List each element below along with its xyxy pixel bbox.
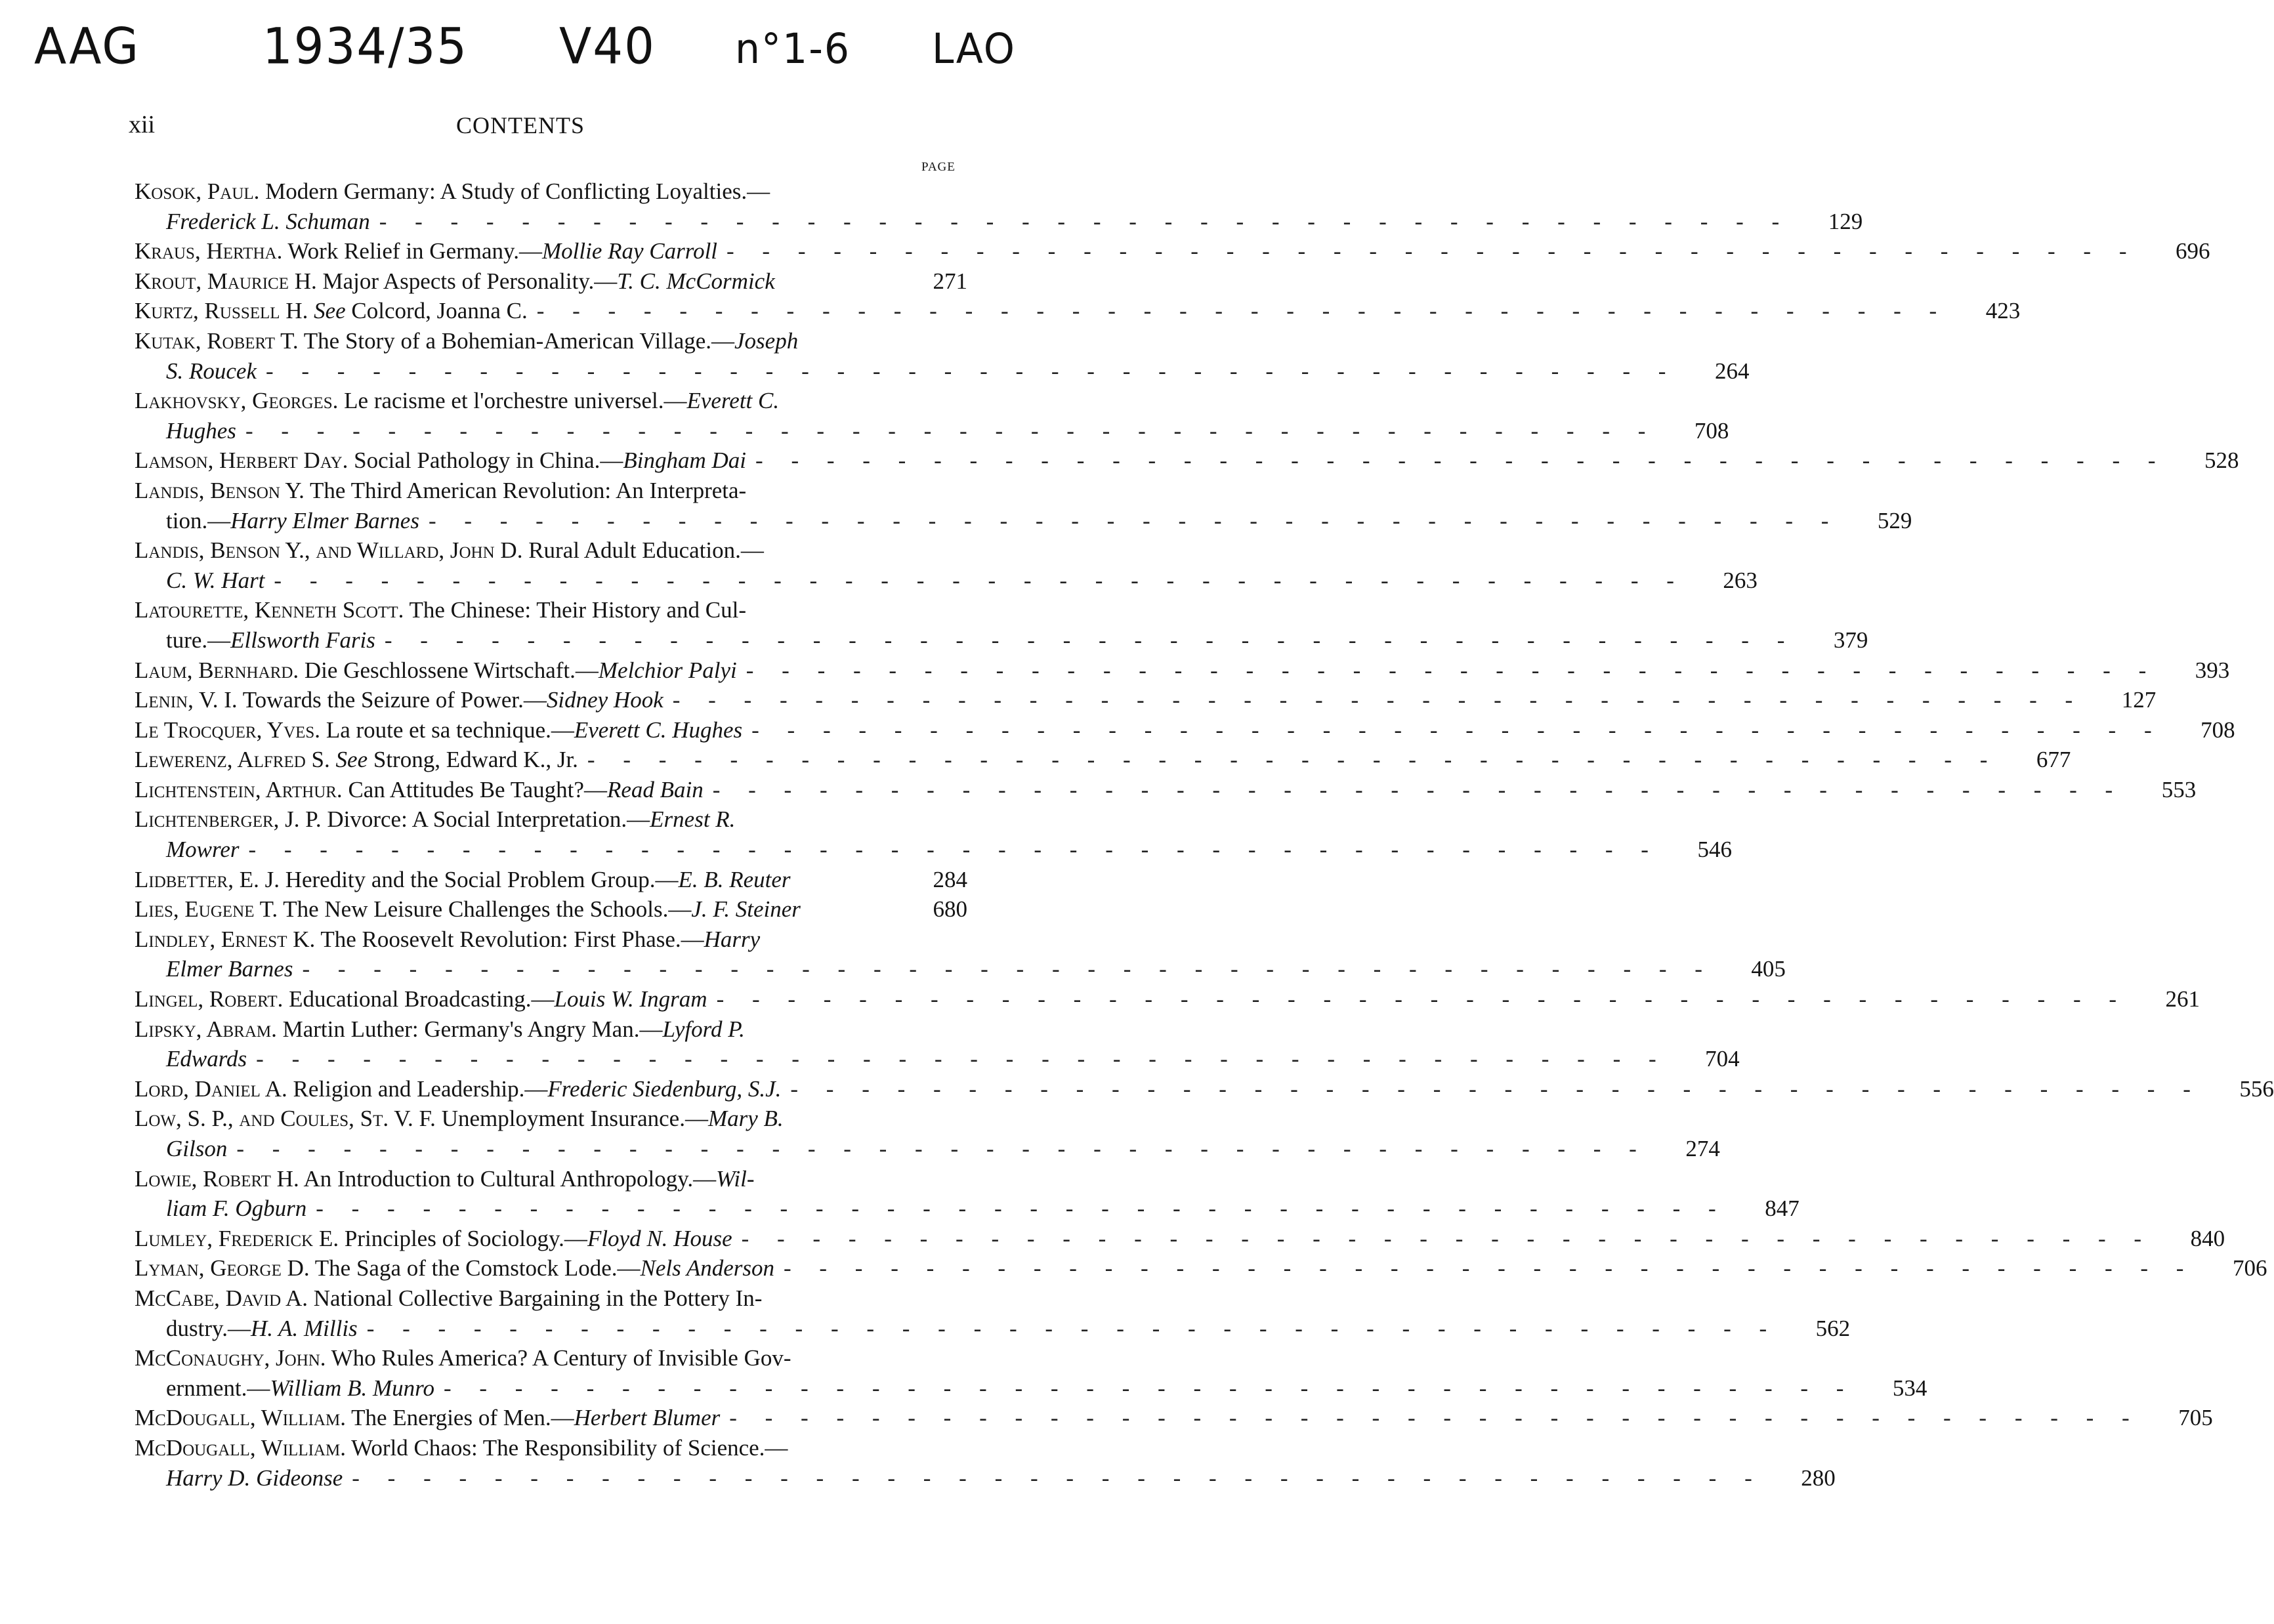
author-name: Kutak, Robert T. xyxy=(135,327,299,354)
author-name: Lowie, Robert H. xyxy=(135,1165,299,1192)
dot-leader: - - - - - - - - - - - - - - - - - - - - - - - - - - - - - - - - - - - - - - - - xyxy=(352,1465,1763,1491)
cross-reference: See xyxy=(335,747,368,773)
entry-text xyxy=(135,1224,732,1254)
entry-text xyxy=(135,177,770,207)
dot-leader: - - - - - - - - - - - - - - - - - - - - - - - - - - - - - - - - - - - - - - - - xyxy=(751,717,2163,743)
toc-entry xyxy=(135,925,967,955)
reviewer-name: William B. Munro xyxy=(270,1375,434,1401)
entry-title: Modern Germany: A Study of Conflicting Loyalties.— xyxy=(259,178,770,204)
page-column-label: PAGE xyxy=(921,160,956,174)
dot-leader: - - - - - - - - - - - - - - - - - - - - - - - - - - - - - - - - - - - - - - - - xyxy=(428,507,1840,533)
entry-text xyxy=(166,207,370,237)
entry-text xyxy=(166,1373,434,1404)
dot-leader: - - - - - - - - - - - - - - - - - - - - - - - - - - - - - - - - - - - - - - - - xyxy=(712,776,2124,802)
author-name: Latourette, Kenneth Scott. xyxy=(135,597,404,623)
dot-leader: - - - - - - - - - - - - - - - - - - - - - - - - - - - - - - - - - - - - - - - - xyxy=(245,417,1657,444)
author-name: Lies, Eugene T. xyxy=(135,896,278,923)
reviewer-name: Joseph xyxy=(734,327,799,354)
reviewer-name: Melchior Palyi xyxy=(598,657,737,683)
entry-page-number: 405 xyxy=(1751,956,1786,982)
entry-page-number: 708 xyxy=(2200,717,2235,743)
entry-title: The Chinese: Their History and Cul- xyxy=(404,597,747,623)
reviewer-name: Mary B. xyxy=(707,1106,784,1132)
reviewer-name: H. A. Millis xyxy=(250,1315,358,1341)
entry-page-number: 264 xyxy=(1714,358,1750,384)
author-name: Lamson, Herbert Day. xyxy=(135,448,348,474)
entry-title: Educational Broadcasting.— xyxy=(283,986,555,1012)
toc-entry xyxy=(135,804,967,835)
entry-text xyxy=(135,1403,720,1433)
entry-title: The Story of a Bohemian-American Village.— xyxy=(298,327,735,354)
dot-leader: - - - - - - - - - - - - - - - - - - - - - - - - - - - - - - - - - - - - - - - - xyxy=(755,448,2167,474)
dot-leader: - - - - - - - - - - - - - - - - - - - - - - - - - - - - - - - - - - - - - - - - xyxy=(443,1375,1855,1401)
entry-text xyxy=(166,356,257,386)
dot-leader: - - - - - - - - - - - - - - - - - - - - - - - - - - - - - - - - - - - - - - - - xyxy=(379,208,1791,234)
reviewer-name: J. F. Steiner xyxy=(691,896,801,923)
dot-leader: - - - - - - - - - - - - - - - - - - - - - - - - - - - - - - - - - - - - - - - - xyxy=(729,1405,2141,1431)
entry-page-number: 129 xyxy=(1828,208,1863,234)
author-name: Lipsky, Abram. xyxy=(135,1016,277,1042)
entry-title: Strong, Edward K., Jr. xyxy=(368,747,578,773)
entry-page-number: 704 xyxy=(1705,1046,1740,1072)
author-name: Low, S. P., and Coules, St. V. F. xyxy=(135,1106,436,1132)
cross-reference: See xyxy=(314,298,346,324)
entry-text xyxy=(166,506,419,536)
toc-entry xyxy=(135,1014,967,1045)
entry-title: Colcord, Joanna C. xyxy=(345,298,528,324)
author-name: Lewerenz, Alfred S. xyxy=(135,747,330,773)
toc-entry xyxy=(135,1104,967,1134)
entry-title: Principles of Sociology.— xyxy=(339,1225,587,1251)
toc-entry-continuation xyxy=(135,625,1868,656)
toc-entry xyxy=(135,775,2197,805)
toc-entry xyxy=(135,296,2021,326)
entry-page-number: 553 xyxy=(2161,776,2197,802)
handwritten-note: AAG xyxy=(34,16,140,75)
author-name: Laum, Bernhard. xyxy=(135,657,299,683)
reviewer-name: Sidney Hook xyxy=(546,687,663,713)
handwritten-note: 1934/35 xyxy=(263,16,469,75)
toc-entry xyxy=(135,685,2157,715)
entry-title: Who Rules America? A Century of Invisible Gov- xyxy=(326,1345,791,1371)
entry-title: An Introduction to Cultural Anthropology.— xyxy=(299,1165,717,1192)
reviewer-name: Mowrer xyxy=(166,837,240,863)
entry-text xyxy=(166,1134,227,1164)
entry-title xyxy=(330,747,336,772)
entry-title: Can Attitudes Be Taught?— xyxy=(342,776,607,802)
toc-entry xyxy=(135,745,2071,775)
entry-page-number: 284 xyxy=(933,866,967,892)
toc-entry xyxy=(135,326,967,356)
toc-entry-continuation xyxy=(135,1373,1927,1404)
entry-text xyxy=(166,416,236,446)
dot-leader: - - - - - - - - - - - - - - - - - - - - - - - - - - - - - - - - - - - - - - - - xyxy=(790,1075,2202,1102)
reviewer-name: Louis W. Ingram xyxy=(554,986,707,1012)
toc-entry xyxy=(135,266,967,297)
entry-page-number: 546 xyxy=(1697,837,1732,863)
author-name: Lichtenstein, Arthur. xyxy=(135,776,343,802)
entry-title: The Third American Revolution: An Interpreta- xyxy=(304,477,747,503)
entry-title: Die Geschlossene Wirtschaft.— xyxy=(299,657,599,683)
entry-text xyxy=(135,656,737,686)
entry-page-number: 263 xyxy=(1723,567,1758,593)
entry-title: ture.— xyxy=(166,627,231,653)
toc-entry xyxy=(135,894,967,925)
reviewer-name: Ernest R. xyxy=(650,806,736,833)
dot-leader: - - - - - - - - - - - - - - - - - - - - - - - - - - - - - - - - - - - - - - - - xyxy=(741,1225,2153,1251)
author-name: Kraus, Hertha. xyxy=(135,238,283,264)
entry-text xyxy=(135,715,742,745)
author-name: Kurtz, Russell H. xyxy=(135,298,308,324)
toc-entry xyxy=(135,1283,967,1314)
toc-entry xyxy=(135,535,967,566)
dot-leader: - - - - - - - - - - - - - - - - - - - - - - - - - - - - - - - - - - - - - - - - xyxy=(726,238,2138,264)
entry-text xyxy=(135,296,528,326)
author-name: Landis, Benson Y. xyxy=(135,477,305,503)
entry-page-number: 705 xyxy=(2178,1405,2213,1431)
entry-text xyxy=(135,1343,791,1373)
entry-text xyxy=(135,775,704,805)
entry-page-number: 529 xyxy=(1877,507,1912,533)
author-name: Lyman, George D. xyxy=(135,1255,310,1281)
entry-page-number: 840 xyxy=(2190,1225,2225,1251)
entry-text xyxy=(135,1283,762,1314)
entry-page-number: 706 xyxy=(2232,1255,2267,1281)
author-name: Landis, Benson Y., and Willard, John D. xyxy=(135,537,523,564)
reviewer-name: S. Roucek xyxy=(166,358,257,384)
entry-page-number: 379 xyxy=(1833,627,1868,653)
entry-title: National Collective Bargaining in the Pottery In- xyxy=(308,1285,763,1311)
entry-text xyxy=(135,535,764,566)
toc-entry xyxy=(135,656,2230,686)
entry-page-number: 274 xyxy=(1685,1136,1720,1161)
toc-entry-continuation xyxy=(135,1134,1720,1164)
entry-page-number: 528 xyxy=(2204,448,2239,474)
entry-title: Le racisme et l'orchestre universel.— xyxy=(338,388,687,414)
reviewer-name: Frederick L. Schuman xyxy=(166,208,370,234)
entry-text xyxy=(135,894,801,925)
author-name: McDougall, William. xyxy=(135,1405,346,1431)
reviewer-name: Mollie Ray Carroll xyxy=(542,238,718,264)
reviewer-name: Harry D. Gideonse xyxy=(166,1465,343,1491)
dot-leader: - - - - - - - - - - - - - - - - - - - - - - - - - - - - - - - - - - - - - - - - xyxy=(587,747,1999,773)
entry-page-number: 696 xyxy=(2176,238,2210,264)
reviewer-name: Harry Elmer Barnes xyxy=(230,507,419,533)
author-name: Le Trocquer, Yves. xyxy=(135,717,321,743)
entry-title: The New Leisure Challenges the Schools.— xyxy=(278,896,692,923)
entry-title: Towards the Seizure of Power.— xyxy=(237,687,547,713)
toc-entry xyxy=(135,476,967,506)
handwritten-note: LAO xyxy=(932,25,1017,73)
toc-entry xyxy=(135,1403,2213,1433)
entry-title: The Roosevelt Revolution: First Phase.— xyxy=(315,926,704,952)
entry-text xyxy=(166,625,375,656)
entry-text xyxy=(166,1044,247,1074)
entry-page-number: 271 xyxy=(933,268,967,294)
dot-leader: - - - - - - - - - - - - - - - - - - - - - - - - - - - - - - - - - - - - - - - - xyxy=(746,657,2158,683)
entry-text xyxy=(166,1314,358,1344)
entry-title: Religion and Leadership.— xyxy=(287,1075,548,1102)
entry-page-number: 556 xyxy=(2239,1075,2274,1102)
toc-entry xyxy=(135,865,967,895)
toc-entry-continuation xyxy=(135,416,1729,446)
toc-entry xyxy=(135,1224,2225,1254)
entry-text xyxy=(135,685,663,715)
reviewer-name: T. C. McCormick xyxy=(617,268,775,294)
author-name: Lichtenberger, J. P. xyxy=(135,806,322,833)
entry-text xyxy=(135,386,779,416)
entry-title: The Energies of Men.— xyxy=(345,1405,574,1431)
author-name: Lenin, V. I. xyxy=(135,687,238,713)
page-number: xii xyxy=(129,111,156,138)
entry-title: dustry.— xyxy=(166,1315,251,1341)
dot-leader: - - - - - - - - - - - - - - - - - - - - - - - - - - - - - - - - - - - - - - - - xyxy=(784,1255,2195,1281)
reviewer-name: Everett C. xyxy=(686,388,780,414)
contents-list xyxy=(135,177,2274,1493)
toc-entry-continuation xyxy=(135,1314,1851,1344)
author-name: Krout, Maurice H. xyxy=(135,268,317,294)
entry-title: Work Relief in Germany.— xyxy=(282,238,543,264)
dot-leader: - - - - - - - - - - - - - - - - - - - - - - - - - - - - - - - - - - - - - - - - xyxy=(672,687,2084,713)
dot-leader: - - - - - - - - - - - - - - - - - - - - - - - - - - - - - - - - - - - - - - - - xyxy=(316,1196,1727,1222)
entry-text xyxy=(166,1463,343,1493)
handwritten-note: n°1-6 xyxy=(735,25,851,73)
reviewer-name: E. B. Reuter xyxy=(678,866,791,892)
entry-page-number: 534 xyxy=(1892,1375,1927,1401)
reviewer-name: Elmer Barnes xyxy=(166,956,293,982)
entry-text xyxy=(135,925,760,955)
entry-text xyxy=(135,1104,784,1134)
toc-entry xyxy=(135,236,2210,266)
dot-leader: - - - - - - - - - - - - - - - - - - - - - - - - - - - - - - - - - - - - - - - - xyxy=(256,1046,1668,1072)
entry-title: Martin Luther: Germany's Angry Man.— xyxy=(276,1016,663,1042)
entry-text xyxy=(135,1253,774,1283)
entry-page-number: 680 xyxy=(933,896,967,923)
dot-leader: - - - - - - - - - - - - - - - - - - - - - - - - - - - - - - - - - - - - - - - - xyxy=(536,298,1948,324)
toc-entry-continuation xyxy=(135,506,1912,536)
dot-leader: - - - - - - - - - - - - - - - - - - - - - - - - - - - - - - - - - - - - - - - - xyxy=(265,358,1677,384)
entry-text xyxy=(135,326,798,356)
reviewer-name: Gilson xyxy=(166,1136,228,1161)
toc-entry-continuation xyxy=(135,566,1758,596)
reviewer-name: Read Bain xyxy=(606,776,704,802)
toc-entry xyxy=(135,1253,2267,1283)
reviewer-name: liam F. Ogburn xyxy=(166,1196,307,1222)
toc-entry xyxy=(135,595,967,625)
dot-leader: - - - - - - - - - - - - - - - - - - - - - - - - - - - - - - - - - - - - - - - - xyxy=(248,837,1660,863)
toc-entry-continuation xyxy=(135,1194,1800,1224)
entry-text xyxy=(166,835,239,865)
toc-entry xyxy=(135,1343,967,1373)
toc-entry xyxy=(135,386,967,416)
entry-text xyxy=(135,236,717,266)
dot-leader: - - - - - - - - - - - - - - - - - - - - - - - - - - - - - - - - - - - - - - - - xyxy=(236,1136,1648,1161)
entry-page-number: 847 xyxy=(1765,1196,1800,1222)
entry-text xyxy=(135,984,707,1014)
entry-text xyxy=(135,745,578,775)
reviewer-name: Bingham Dai xyxy=(623,448,747,474)
entry-title: Divorce: A Social Interpretation.— xyxy=(321,806,650,833)
entry-title: Rural Adult Education.— xyxy=(522,537,764,564)
entry-text xyxy=(135,266,775,297)
author-name: McConaughy, John. xyxy=(135,1345,326,1371)
dot-leader: - - - - - - - - - - - - - - - - - - - - - - - - - - - - - - - - - - - - - - - - xyxy=(274,567,1685,593)
entry-text xyxy=(135,804,735,835)
entry-page-number: 127 xyxy=(2121,687,2157,713)
author-name: McCabe, David A. xyxy=(135,1285,308,1311)
reviewer-name: Lyford P. xyxy=(662,1016,745,1042)
entry-page-number: 708 xyxy=(1694,417,1729,444)
toc-entry-continuation xyxy=(135,1463,1836,1493)
entry-text xyxy=(135,1074,781,1104)
reviewer-name: Frederic Siedenburg, S.J. xyxy=(547,1075,782,1102)
entry-page-number: 280 xyxy=(1801,1465,1836,1491)
entry-text xyxy=(135,1433,788,1463)
toc-entry xyxy=(135,715,2235,745)
toc-entry-continuation xyxy=(135,954,1786,984)
entry-title: Unemployment Insurance.— xyxy=(435,1106,708,1132)
author-name: McDougall, William. xyxy=(135,1434,346,1461)
entry-text xyxy=(135,595,746,625)
toc-entry-continuation xyxy=(135,835,1732,865)
dot-leader: - - - - - - - - - - - - - - - - - - - - - - - - - - - - - - - - - - - - - - - - xyxy=(384,627,1796,653)
entry-text xyxy=(166,1194,306,1224)
entry-title: tion.— xyxy=(166,507,231,533)
dot-leader: - - - - - - - - - - - - - - - - - - - - - - - - - - - - - - - - - - - - - - - - xyxy=(716,986,2128,1012)
reviewer-name: Nels Anderson xyxy=(640,1255,774,1281)
entry-title: The Saga of the Comstock Lode.— xyxy=(309,1255,641,1281)
author-name: Lakhovsky, Georges. xyxy=(135,388,339,414)
entry-text xyxy=(166,954,293,984)
entry-text xyxy=(135,1164,755,1194)
entry-text xyxy=(135,1014,745,1045)
reviewer-name: Harry xyxy=(704,926,761,952)
toc-entry-continuation xyxy=(135,207,1863,237)
entry-page-number: 677 xyxy=(2036,747,2071,773)
entry-title: Social Pathology in China.— xyxy=(348,448,623,474)
entry-title: World Chaos: The Responsibility of Science.— xyxy=(345,1434,788,1461)
entry-page-number: 423 xyxy=(1985,298,2021,324)
reviewer-name: Herbert Blumer xyxy=(574,1405,721,1431)
dot-leader: - - - - - - - - - - - - - - - - - - - - - - - - - - - - - - - - - - - - - - - - xyxy=(302,956,1714,982)
reviewer-name: Wil- xyxy=(716,1165,755,1192)
reviewer-name: Ellsworth Faris xyxy=(230,627,375,653)
author-name: Kosok, Paul. xyxy=(135,178,260,204)
entry-text xyxy=(166,566,264,596)
author-name: Lingel, Robert. xyxy=(135,986,284,1012)
toc-entry xyxy=(135,446,2239,476)
author-name: Lidbetter, E. J. xyxy=(135,866,280,892)
toc-entry-continuation xyxy=(135,1044,1740,1074)
entry-title: Heredity and the Social Problem Group.— xyxy=(279,866,679,892)
entry-title: ernment.— xyxy=(166,1375,270,1401)
entry-title: Major Aspects of Personality.— xyxy=(316,268,618,294)
entry-text xyxy=(135,446,746,476)
entry-text xyxy=(135,476,746,506)
reviewer-name: Hughes xyxy=(166,417,236,444)
toc-entry xyxy=(135,1164,967,1194)
reviewer-name: Everett C. Hughes xyxy=(574,717,743,743)
running-head: CONTENTS xyxy=(456,112,585,138)
reviewer-name: Edwards xyxy=(166,1046,247,1072)
toc-entry xyxy=(135,984,2200,1014)
handwritten-note: V40 xyxy=(559,16,656,75)
toc-entry xyxy=(135,177,967,207)
author-name: Lord, Daniel A. xyxy=(135,1075,287,1102)
toc-entry xyxy=(135,1433,967,1463)
author-name: Lumley, Frederick E. xyxy=(135,1225,339,1251)
toc-entry-continuation xyxy=(135,356,1750,386)
entry-title xyxy=(308,298,314,323)
reviewer-name: C. W. Hart xyxy=(166,567,265,593)
reviewer-name: Floyd N. House xyxy=(587,1225,732,1251)
toc-entry xyxy=(135,1074,2274,1104)
dot-leader: - - - - - - - - - - - - - - - - - - - - - - - - - - - - - - - - - - - - - - - - xyxy=(366,1315,1779,1341)
entry-text xyxy=(135,865,791,895)
author-name: Lindley, Ernest K. xyxy=(135,926,316,952)
entry-page-number: 393 xyxy=(2195,657,2230,683)
entry-page-number: 562 xyxy=(1815,1315,1851,1341)
entry-title: La route et sa technique.— xyxy=(320,717,574,743)
entry-page-number: 261 xyxy=(2165,986,2200,1012)
